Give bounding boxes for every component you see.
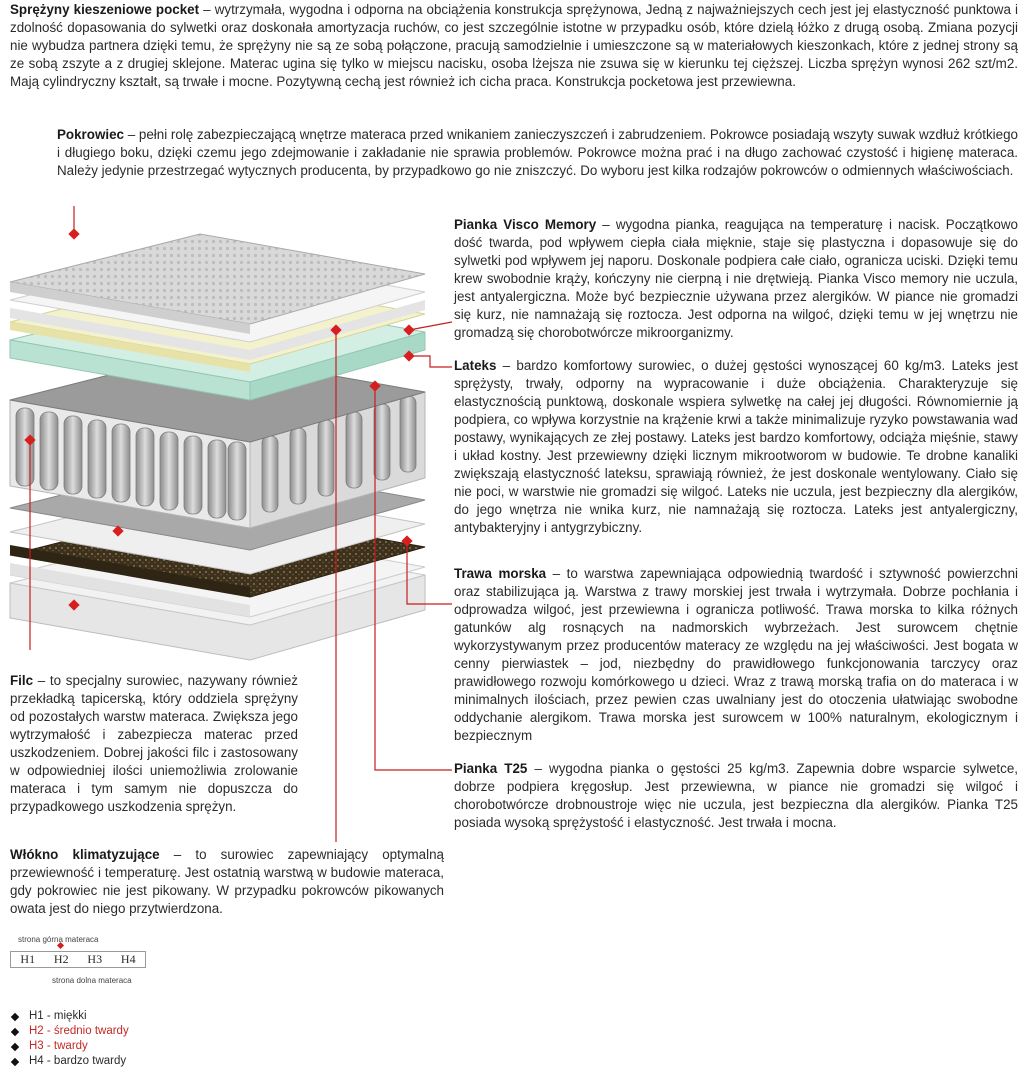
scale-level-h4: H4: [120, 952, 136, 966]
hardness-key-h2: [10, 1024, 129, 1039]
hardness-key-h3-label: H3 - twardy: [29, 1040, 88, 1052]
hardness-key-h2-label: H2 - średnio twardy: [29, 1025, 129, 1037]
heading-latex: Lateks: [454, 358, 497, 373]
text-felt: – to specjalny surowiec, nazywany również przekładką tapicerską, który oddziela sprężyny od pozostałych warstw materaca. Zwiększa jego wytrzymałość i zabezpiecza materac przed uszkodzeniem. Dobrej jakości filc i zastosowany w odpowiedniej ilości uniemożliwia zrolowanie materaca i tym samym nie dopuszcza do przypadkowego uszkodzenia sprężyn.: [10, 673, 298, 814]
heading-pocket-springs: Sprężyny kieszeniowe pocket: [10, 2, 200, 17]
text-pocket-springs: – wytrzymała, wygodna i odporna na obciążenia konstrukcja sprężynowa, Jedną z najważniejszych cech jest jej elastyczność punktowa i zdolność dopasowania do sylwetki oraz doskonała amortyzacja ruchów, co jest szczególnie istotne w przypadku osób, które dzielą łóżko z drugą osobą. Zmiana pozycji nie wybudza partnera dzięki temu, że sprężyny nie są ze sobą połączone, pracują samodzielnie i umieszczone są w materiałowych kieszonkach, które z jednej strony są ze sobą zszyte a z drugiej sklejone. Materac ugina się tylko w miejscu nacisku, osoba lżejsza nie zsuwa się w kierunku tej cięższej. Liczba sprężyn wynosi 262 szt/m2. Mają cylindryczny kształt, są trwałe i mocne. Pozytywną cechą jest również ich cicha praca. Konstrukcja pocketowa jest przewiewna.: [10, 2, 1018, 89]
text-foam-t25: – wygodna pianka o gęstości 25 kg/m3. Zapewnia dobre wsparcie sylwetce, dobrze podpiera kręgosłup. Jest przewiewna, w piance nie gromadzi się wilgoć i chorobotwórcze drobnoustroje więc nie uczula, jest bezpieczna dla alergików. Pianka T25 posiada wysoką sprężystość i elastyczność. Jest trwała i mocna.: [454, 761, 1019, 830]
marker-pokrowiec: [68, 228, 79, 239]
heading-cover: Pokrowiec: [57, 127, 124, 142]
heading-climate-fiber: Włókno klimatyzujące: [10, 847, 160, 862]
diamond-bullet-icon: [11, 1027, 19, 1035]
paragraph-latex: [454, 357, 1018, 537]
paragraph-cover: [57, 126, 1018, 180]
text-latex: – bardzo komfortowy surowiec, o dużej gęstości wynoszącej 60 kg/m3. Lateks jest sprężysty, trwały, odporny na wypracowanie i duże obciążenia. Charakteryzuje się elastycznością punktową, doskonale wspiera sylwetkę na całej jej długości. Równomiernie ją podpiera, co wpływa korzystnie na krążenie krwi a także minimalizuje ryzyko powstawania wad postawy, wynikających ze złej postawy. Lateks jest bardzo komfortowy, odciąża mięśnie, stawy i układ kostny. Jest przewiewny dzięki licznym mikrootworom w budowie. Te drobne kanaliki zwiększają elastyczność lateksu, sprawiają również, że jest doskonale wentylowany. Ciało się nie poci, w warstwie nie gromadzi się wilgoć. Lateks nie uczula, jest bezpieczny dla alergików, do jego wnętrza nie wnika kurz, nie namnażają się roztocza. Lateks jest antyalergiczny, antybakteryjny i antygrzybiczny.: [454, 358, 1018, 535]
text-seagrass: – to warstwa zapewniająca odpowiednią twardość i sztywność powierzchni oraz stabilizująca ją. Warstwa z trawy morskiej jest trwała i wytrzymała. Dobrze pochłania i odprowadza wilgoć, jest przewiewna i ogranicza potliwość. Trawa morska to kilka różnych gatunków alg rosnących na nadmorskich wybrzeżach. Jest surowcem chętnie wykorzystywanym przez producentów materacy ze względu na jej właściwości. Jest bogata w cenny pierwiastek – jod, niezbędny do prawidłowego funkcjonowania tarczycy oraz prawidłowego rozwoju komórkowego u dzieci. Wraz z trawą morską trafia on do materaca i w minimalnych ilościach, przez pewien czas uwalniany jest do otoczenia ułatwiając swobodne oddychanie alergikom. Trawa morska jest surowcem w 100% naturalnym, ekologicznym i bezpiecznym: [454, 566, 1018, 743]
paragraph-felt: [10, 672, 298, 816]
paragraph-climate-fiber: [10, 846, 444, 918]
hardness-key-h3: [10, 1039, 88, 1054]
diamond-bullet-icon: [11, 1042, 19, 1050]
text-cover: – pełni rolę zabezpieczającą wnętrze materaca przed wnikaniem zanieczyszczeń i zabrudzeniem. Pokrowce posiadają wszyty suwak wzdłuż krótkiego i długiego boku, dzięki czemu jego zdejmowanie i zakładanie nie sprawia problemów. Pokrowce można prać i na długo zachować czystość i higienę materaca. Należy jedynie przestrzegać wytycznych producenta, by przypadkowo go nie zniszczyć. Do wyboru jest kilka rodzajów pokrowców o odmiennych właściwościach.: [57, 127, 1018, 178]
diamond-bullet-icon: [11, 1012, 19, 1020]
scale-level-h1: H1: [20, 952, 36, 966]
heading-seagrass: Trawa morska: [454, 566, 547, 581]
scale-bottom-label: strona dolna materaca: [52, 976, 132, 985]
paragraph-pocket-springs: [10, 1, 1018, 91]
paragraph-foam-t25: [454, 760, 1018, 832]
paragraph-visco-memory: [454, 216, 1018, 342]
hardness-key-h4: [10, 1054, 126, 1069]
scale-top-label: strona górna materaca: [18, 935, 99, 944]
hardness-scale: [10, 951, 146, 968]
paragraph-seagrass: [454, 565, 1018, 745]
text-climate-fiber: – to surowiec zapewniający optymalną przewiewność i temperaturę. Jest ostatnią warstwą w budowie materaca, gdy pokrowiec nie jest pikowany. W przypadku pokrowców pikowanych owata jest do niego przytwierdzona.: [10, 847, 444, 916]
leader-visco: [409, 322, 452, 330]
hardness-key-h4-label: H4 - bardzo twardy: [29, 1055, 127, 1067]
scale-level-h3: H3: [87, 952, 103, 966]
heading-foam-t25: Pianka T25: [454, 761, 528, 776]
diamond-bullet-icon: [11, 1057, 19, 1065]
hardness-key-h1: [10, 1009, 87, 1024]
scale-level-h2: H2: [53, 952, 69, 966]
heading-felt: Filc: [10, 673, 34, 688]
heading-visco-memory: Pianka Visco Memory: [454, 217, 597, 232]
leader-lateks: [409, 356, 452, 367]
hardness-key-h1-label: H1 - miękki: [29, 1010, 87, 1022]
text-visco-memory: – wygodna pianka, reagująca na temperaturę i nacisk. Początkowo dość twarda, pod wpływem ciepła ciała mięknie, staje się plastyczna i dopasowuje się do sylwetki pod wpływem jej naporu. Doskonale podpiera całe ciało, ogranicza uciski. Dzięki temu krew swobodnie krąży, kończyny nie cierpną i nie drętwieją. Pianka Visco memory nie uczula, jest antyalergiczna. Może być bezpiecznie używana przez alergików. W piance nie gromadzi się kurz, nie namnażają się roztocza. Jest odporna na wilgoć, dzięki temu w jej wnętrzu nie gromadzą się chorobotwórcze mikroorganizmy.: [454, 217, 1018, 340]
